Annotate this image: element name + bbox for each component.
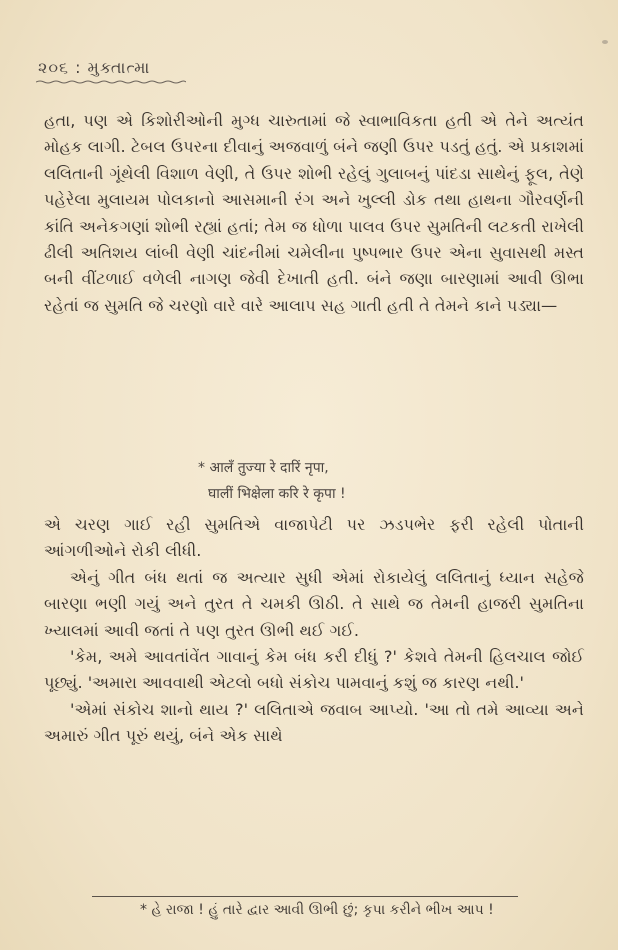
body-text — [44, 108, 584, 319]
header-wavy-rule — [36, 80, 186, 84]
running-head: ૨૦૬ : મુક્તાત્મા — [38, 58, 151, 77]
verse-line: घालीं भिक्षेला करि रे कृपा ! — [208, 486, 346, 502]
paragraph: હતા, પણ એ કિશોરીઓની મુગ્ધ ચારુતામાં જે સ્વાભાવિકતા હતી એ તેને અત્યંત મોહક લાગી. ટેબલ ઉપરના દીવાનું અજવાળું બંને જણી ઉપર પડતું હતું. એ પ્રકાશમાં લલિતાની ગૂંથેલી વિશાળ વેણી, તે ઉપર શોભી રહેલું ગુલાબનું પાંદડા સાથેનું ફૂલ, તેણે પહેરેલા મુલાયમ પોલકાનો આસમાની રંગ અને ખુલ્લી ડોક તથા હાથના ગૌરવર્ણની કાંતિ અનેકગણાં શોભી રહ્યાં હતાં; તેમ જ ધોળા પાલવ ઉપર સુમતિની લટકતી રાખેલી ઢીલી અતિશય લાંબી વેણી ચાંદનીમાં ચમેલીના પુષ્પભાર ઉપર એના સુવાસથી મસ્ત બની વીંટળાઈ વળેલી નાગણ જેવી દેખાતી હતી. બંને જણા બારણામાં આવી ઊભા રહેતાં જ સુમતિ જે ચરણો વારે વારે આલાપ સહ ગાતી હતી તે તેમને કાને પડ્યા— — [44, 111, 584, 315]
verse-line: * आलँ तुज्या रे दारिं नृपा, — [198, 460, 329, 476]
footnote: * હે રાજા ! હું તારે દ્વાર આવી ઊભી છું; કૃપા કરીને ભીખ આપ ! — [140, 902, 494, 918]
paragraph: એનું ગીત બંધ થતાં જ અત્યાર સુધી એમાં રોકાયેલું લલિતાનું ધ્યાન સહેજે બારણા ભણી ગયું અને તુરત તે ચમકી ઊઠી. તે સાથે જ તેમની હાજરી સુમતિના ખ્યાલમાં આવી જતાં તે પણ તુરત ઊભી થઈ ગઈ. — [44, 567, 584, 640]
footnote-rule — [92, 896, 518, 897]
paragraph: એ ચરણ ગાઈ રહી સુમતિએ વાજાપેટી પર ઝડપભેર ફરી રહેલી પોતાની આંગળીઓને રોકી લીધી. — [44, 515, 584, 561]
paragraph: 'એમાં સંકોચ શાનો થાય ?' લલિતાએ જવાબ આપ્યો. 'આ તો તમે આવ્યા અને અમારું ગીત પૂરું થયું, બંને એક સાથે — [44, 699, 584, 746]
paragraph: 'કેમ, અમે આવતાંવેંત ગાવાનું કેમ બંધ કરી દીધું ?' કેશવે તેમની હિલચાલ જોઈ પૂછ્યું. 'અમારા આવવાથી એટલો બધો સંકોચ પામવાનું કશું જ કારણ નથી.' — [44, 647, 584, 693]
page-smudge — [602, 40, 608, 44]
body-text-continued — [44, 512, 584, 750]
